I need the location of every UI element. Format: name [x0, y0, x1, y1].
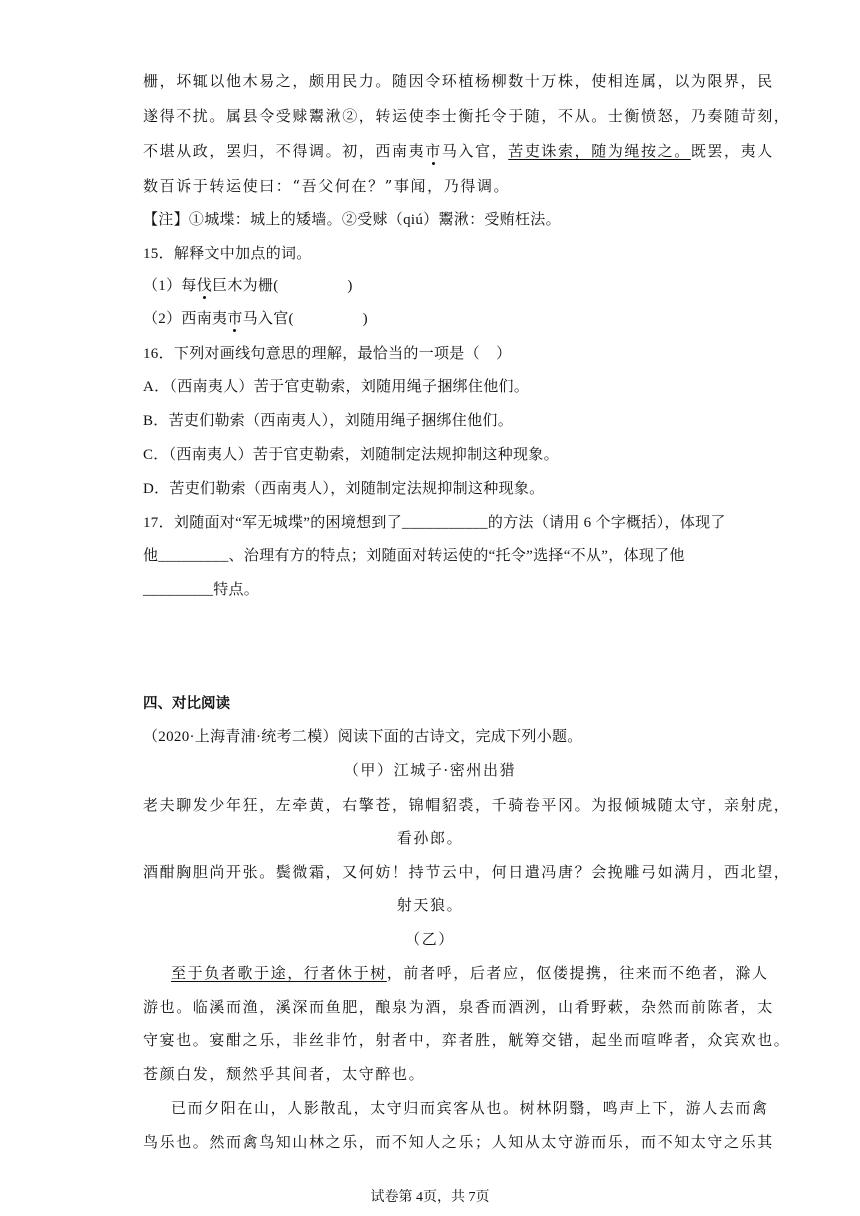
passage-line: 数百诉于转运使曰：“吾父何在？”事闻，乃得调。	[143, 177, 511, 195]
option-d: D．苦吏们勒索（西南夷人），刘随制定法规抑制这种现象。	[143, 481, 545, 497]
prose-title: （乙）	[405, 930, 455, 948]
question-15-item-2: （2）西南夷市马入官( )	[143, 311, 368, 327]
dotted-char: 市	[425, 142, 442, 160]
underlined-sentence: 至于负者歌于途，行者休于树	[171, 964, 387, 982]
dotted-char: 市	[227, 311, 243, 327]
page-footer: 试卷第 4页，共 7页	[370, 1190, 490, 1205]
question-16-stem: 16．下列对画线句意思的理解，最恰当的一项是（ ）	[143, 346, 512, 362]
poem-line: 酒酣胸胆尚开张。鬓微霜，又何妨！持节云中，何日遣冯唐？会挽雕弓如满月，西北望，	[143, 863, 791, 881]
prose-line: 苍颜白发，颓然乎其间者，太守醉也。	[143, 1065, 426, 1083]
question-15-stem: 15．解释文中加点的词。	[143, 246, 312, 262]
passage-line: 栅，坏辄以他木易之，颇用民力。随因令环植杨柳数十万株，使相连属，以为限界，民	[143, 72, 774, 90]
prose-line: 已而夕阳在山，人影散乱，太守归而宾客从也。树林阴翳，鸣声上下，游人去而禽	[171, 1099, 769, 1117]
passage-line: 遂得不扰。属县令受赇鬻湫②，转运使李士衡托令于随，不从。士衡愤怒，乃奏随苛刻，	[143, 107, 791, 125]
option-c: C．（西南夷人）苦于官吏勒索，刘随制定法规抑制这种现象。	[143, 447, 559, 463]
question-17-line: _________特点。	[143, 582, 260, 598]
passage-line: 不堪从政，罢归，不得调。初，西南夷市马入官，苦吏诛索，随为绳按之。既罢，夷人	[143, 142, 774, 160]
prose-line: 守宴也。宴酣之乐，非丝非竹，射者中，弈者胜，觥筹交错，起坐而喧哗者，众宾欢也。	[143, 1031, 791, 1049]
poem-line: 射天狼。	[396, 896, 464, 914]
question-15-item-1: （1）每伐巨木为栅( )	[143, 278, 353, 294]
option-a: A．（西南夷人）苦于官吏勒索，刘随用绳子捆绑住他们。	[143, 379, 530, 395]
prose-line: 鸟乐也。然而禽鸟知山林之乐，而不知人之乐；人知从太守游而乐，而不知太守之乐其	[143, 1133, 774, 1151]
prose-line: 游也。临溪而渔，溪深而鱼肥，酿泉为酒，泉香而酒洌，山肴野蔌，杂然而前陈者，太	[143, 998, 774, 1016]
underlined-sentence: 苦吏诛索，随为绳按之。	[508, 142, 691, 160]
prose-line: 至于负者歌于途，行者休于树，前者呼，后者应，伛偻提携，往来而不绝者，滁人	[171, 964, 769, 982]
section-heading: 四、对比阅读	[143, 696, 230, 712]
poem-title: （甲）江城子·密州出猎	[343, 761, 517, 779]
question-17-line: 他_________、治理有方的特点；刘随面对转运使的“托令”选择“不从”，体现了他	[143, 548, 685, 564]
option-b: B．苦吏们勒索（西南夷人），刘随用绳子捆绑住他们。	[143, 413, 514, 429]
source-line: （2020·上海青浦·统考二模）阅读下面的古诗文，完成下列小题。	[143, 729, 583, 745]
annotation-note: 【注】①城堞：城上的矮墙。②受赇（qiú）鬻湫：受贿枉法。	[143, 212, 561, 228]
poem-line: 老夫聊发少年狂，左牵黄，右擎苍，锦帽貂裘，千骑卷平冈。为报倾城随太守，亲射虎，	[143, 796, 791, 814]
poem-line: 看孙郎。	[396, 829, 464, 847]
dotted-char: 伐	[196, 278, 213, 294]
question-17-line: 17．刘随面对“军无城堞”的困境想到了___________的方法（请用 6 个字概括），体现了	[143, 515, 726, 531]
